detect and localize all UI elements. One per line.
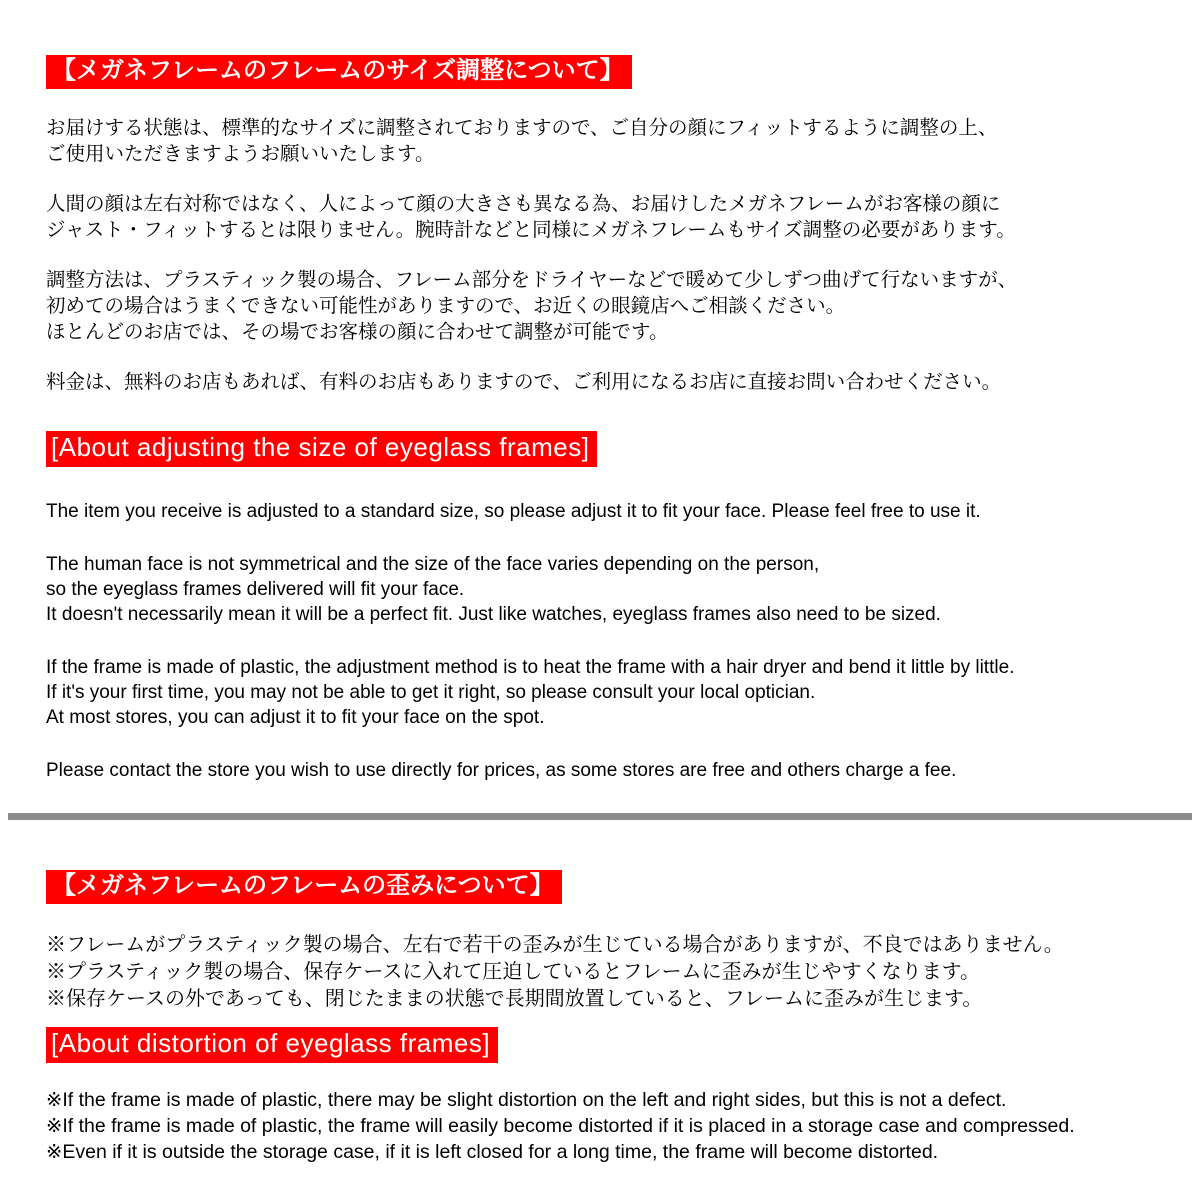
text-line: ご使用いただきますようお願いいたします。 [46, 142, 435, 165]
note-line: ※Even if it is outside the storage case, if it is left closed for a long time, the frame will become distorted. [46, 1140, 939, 1163]
paragraph [46, 191, 1160, 243]
size-adjustment-heading-jp: 【メガネフレームのフレームのサイズ調整について】 [46, 55, 632, 89]
paragraph [46, 499, 1160, 524]
size-adjustment-section-en [0, 431, 1200, 783]
text-line: The item you receive is adjusted to a standard size, so please adjust it to fit your face. Please feel free to use it. [46, 500, 981, 522]
text-line: 初めての場合はうまくできない可能性がありますので、お近くの眼鏡店へご相談ください。 [46, 294, 846, 317]
text-line: so the eyeglass frames delivered will fit your face. [46, 578, 465, 600]
paragraph [46, 552, 1160, 627]
text-line: ジャスト・フィットするとは限りません。腕時計などと同様にメガネフレームもサイズ調整の必要があります。 [46, 218, 1016, 241]
note-line: ※プラスティック製の場合、保存ケースに入れて圧迫しているとフレームに歪みが生じやすくなります。 [46, 960, 980, 983]
text-line: If the frame is made of plastic, the adjustment method is to heat the frame with a hair dryer and bend it little by little. [46, 656, 1015, 678]
text-line: It doesn't necessarily mean it will be a perfect fit. Just like watches, eyeglass frames also need to be sized. [46, 603, 941, 625]
size-adjustment-body-en [46, 499, 1160, 783]
section-divider [8, 813, 1192, 820]
paragraph [46, 115, 1160, 167]
distortion-heading-jp: 【メガネフレームのフレームの歪みについて】 [46, 870, 562, 904]
text-line: If it's your first time, you may not be able to get it right, so please consult your local optician. [46, 681, 816, 703]
banner-row [46, 431, 1160, 467]
text-line: At most stores, you can adjust it to fit your face on the spot. [46, 706, 545, 728]
text-line: 調整方法は、プラスティック製の場合、フレーム部分をドライヤーなどで暖めて少しずつ曲げて行ないますが、 [46, 268, 1018, 291]
banner-row [46, 55, 1160, 89]
size-adjustment-body-jp [46, 115, 1160, 395]
note-line: ※フレームがプラスティック製の場合、左右で若干の歪みが生じている場合がありますが、不良ではありません。 [46, 933, 1064, 956]
text-line: ほとんどのお店では、その場でお客様の顔に合わせて調整が可能です。 [46, 320, 669, 343]
text-line: 料金は、無料のお店もあれば、有料のお店もありますので、ご利用になるお店に直接お問い合わせください。 [46, 370, 1002, 393]
note-line: ※保存ケースの外であっても、閉じたままの状態で長期間放置していると、フレームに歪みが生じます。 [46, 987, 983, 1010]
text-line: Please contact the store you wish to use directly for prices, as some stores are free and others charge a fee. [46, 759, 957, 781]
banner-row [46, 870, 1160, 904]
distortion-notes-en [46, 1087, 1160, 1165]
note-line: ※If the frame is made of plastic, the frame will easily become distorted if it is placed in a storage case and compressed. [46, 1114, 1075, 1137]
paragraph [46, 655, 1160, 730]
distortion-section-jp [0, 820, 1200, 1013]
size-adjustment-heading-en: [About adjusting the size of eyeglass frames] [46, 431, 597, 467]
paragraph [46, 267, 1160, 345]
note-line: ※If the frame is made of plastic, there may be slight distortion on the left and right sides, but this is not a defect. [46, 1088, 1007, 1111]
text-line: 人間の顔は左右対称ではなく、人によって顔の大きさも異なる為、お届けしたメガネフレームがお客様の顔に [46, 192, 1001, 215]
distortion-notes-jp [46, 932, 1160, 1013]
distortion-section-en [0, 1027, 1200, 1165]
paragraph [46, 758, 1160, 783]
banner-row [46, 1027, 1160, 1063]
paragraph [46, 369, 1160, 395]
text-line: お届けする状態は、標準的なサイズに調整されておりますので、ご自分の顔にフィットするように調整の上、 [46, 116, 998, 139]
distortion-heading-en: [About distortion of eyeglass frames] [46, 1027, 498, 1063]
text-line: The human face is not symmetrical and the size of the face varies depending on the person, [46, 553, 820, 575]
size-adjustment-section-jp [0, 0, 1200, 395]
